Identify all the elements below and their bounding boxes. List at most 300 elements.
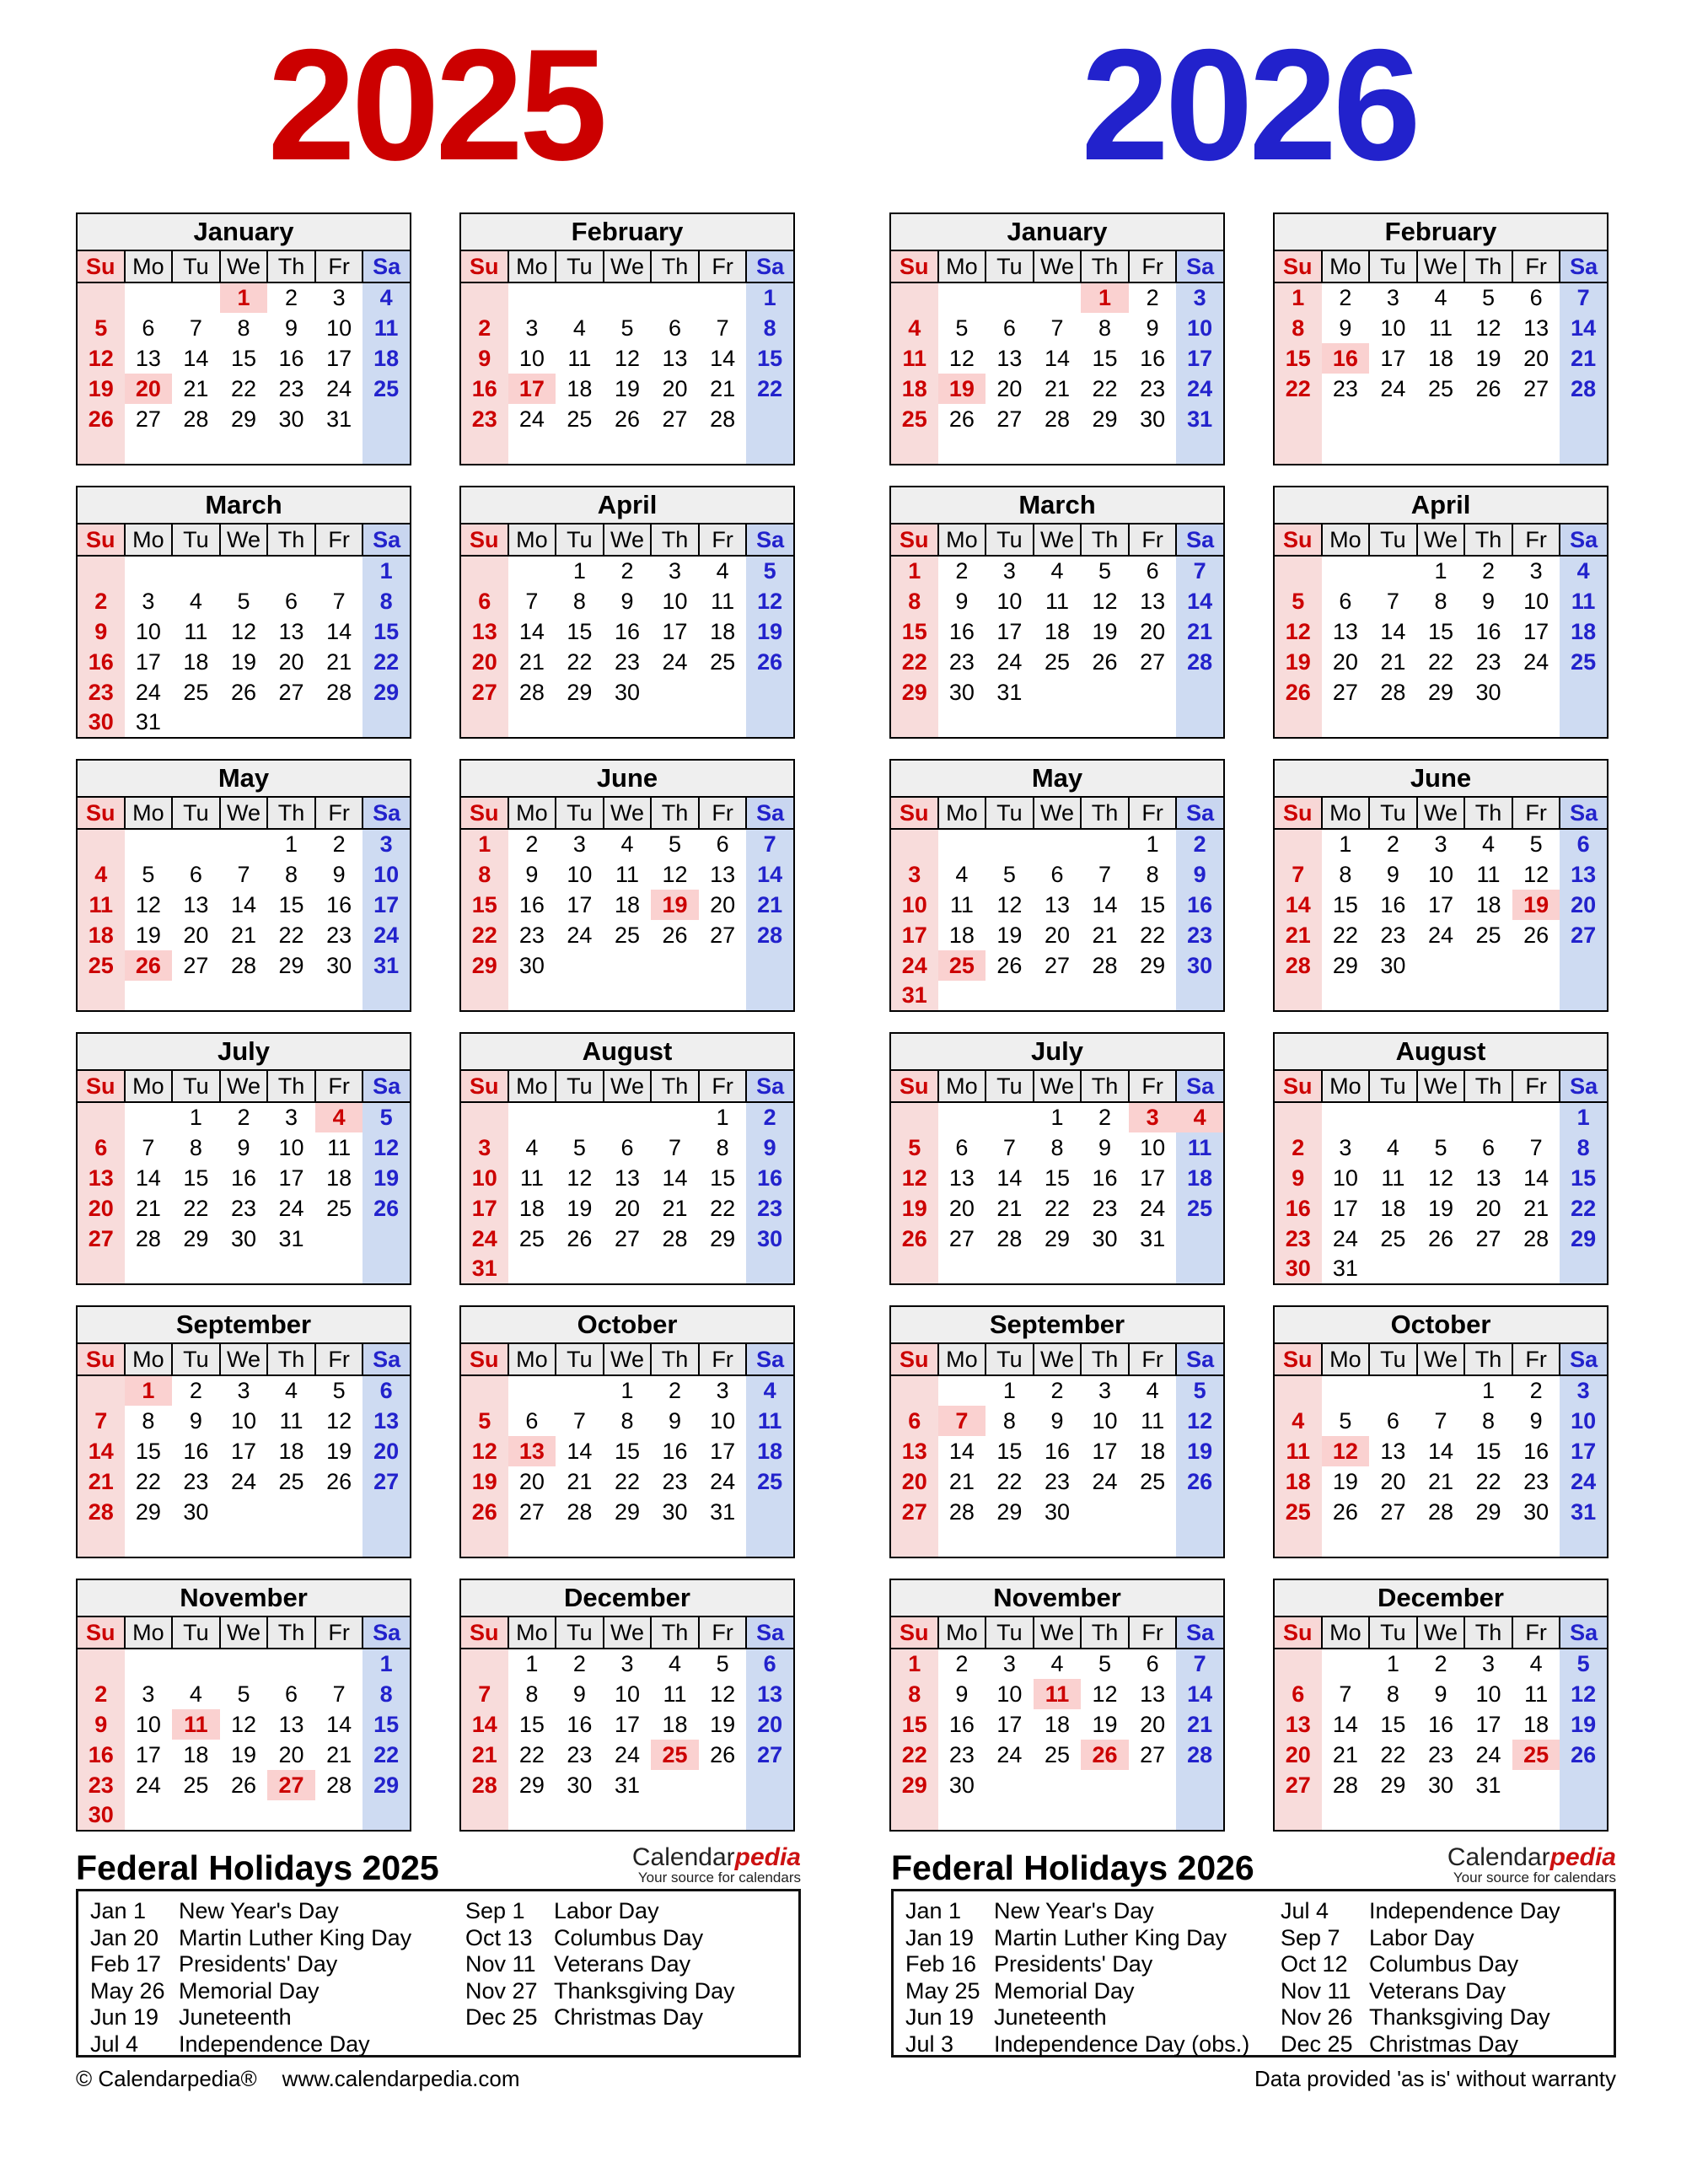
empty-cell <box>1274 434 1322 465</box>
empty-cell <box>172 434 220 465</box>
holiday-name: Independence Day <box>179 2031 370 2057</box>
date-cell: 29 <box>710 1225 736 1251</box>
date-cell: 11 <box>1524 1681 1549 1707</box>
dow-header-we: We <box>1034 524 1082 556</box>
month-title: October <box>1274 1306 1608 1343</box>
holiday-row <box>90 1898 465 1925</box>
date-cell: 6 <box>1339 588 1352 614</box>
date-cell: 1 <box>525 1651 539 1676</box>
date-cell: 25 <box>614 922 640 948</box>
date-cell: 2 <box>1482 558 1496 584</box>
date-cell: 30 <box>230 1225 256 1251</box>
empty-cell <box>172 556 220 586</box>
date-cell: 20 <box>460 647 508 677</box>
date-cell: 14 <box>1523 1165 1549 1191</box>
dow-header-sa: Sa <box>746 250 794 282</box>
date-cell: 23 <box>746 1193 794 1224</box>
date-cell: 14 <box>948 1438 975 1464</box>
empty-cell <box>1560 981 1608 1011</box>
empty-cell <box>1176 1770 1224 1800</box>
date-cell: 3 <box>1386 285 1399 310</box>
empty-cell <box>125 434 173 465</box>
date-cell: 22 <box>890 647 938 677</box>
dow-header-we: We <box>1417 1070 1465 1102</box>
date-cell: 7 <box>460 1679 508 1709</box>
date-cell: 14 <box>710 345 736 371</box>
date-cell: 20 <box>1274 1740 1322 1770</box>
date-cell: 8 <box>1339 861 1352 887</box>
holiday-date: Sep 1 <box>465 1898 525 1923</box>
dow-header-th: Th <box>1464 250 1512 282</box>
date-cell: 17 <box>363 890 411 920</box>
date-cell: 18 <box>890 374 938 404</box>
date-cell: 8 <box>363 586 411 616</box>
date-cell: 9 <box>1274 1163 1322 1193</box>
month-title: September <box>77 1306 411 1343</box>
year-title-2026: 2026 <box>1081 16 1417 193</box>
date-cell: 31 <box>1332 1256 1358 1281</box>
date-cell: 9 <box>1386 861 1399 887</box>
date-cell: 22 <box>996 1468 1023 1494</box>
empty-cell <box>1129 1770 1177 1800</box>
empty-cell <box>77 434 125 465</box>
dow-header-we: We <box>1417 797 1465 829</box>
date-cell: 25 <box>746 1466 794 1497</box>
dow-header-sa: Sa <box>1176 1616 1224 1649</box>
date-cell: 21 <box>135 1195 161 1221</box>
date-cell: 5 <box>332 1378 346 1403</box>
holiday-date-cell: 4 <box>1176 1102 1224 1132</box>
empty-cell <box>746 1254 794 1284</box>
dow-header-we: We <box>604 1616 652 1649</box>
holiday-date: Jan 20 <box>90 1924 159 1950</box>
empty-cell <box>220 1649 268 1679</box>
empty-cell <box>1129 981 1177 1011</box>
year-title-2025: 2025 <box>267 16 604 193</box>
date-cell: 29 <box>518 1772 545 1798</box>
date-cell: 30 <box>326 952 352 978</box>
empty-cell <box>1129 1527 1177 1557</box>
holiday-date: Jul 4 <box>90 2031 139 2057</box>
dow-header-th: Th <box>267 1070 315 1102</box>
empty-cell <box>1176 707 1224 738</box>
date-cell: 31 <box>996 679 1023 705</box>
date-cell: 7 <box>1002 1134 1016 1160</box>
dow-header-fr: Fr <box>1512 250 1560 282</box>
date-cell: 26 <box>1092 648 1118 675</box>
date-cell: 22 <box>1380 1741 1406 1767</box>
calendarpedia-logo <box>632 1844 801 1885</box>
date-cell: 2 <box>955 558 969 584</box>
empty-cell <box>1129 1254 1177 1284</box>
month-title: February <box>1274 213 1608 250</box>
date-cell: 14 <box>230 891 256 917</box>
date-cell: 7 <box>1274 859 1322 890</box>
date-cell: 18 <box>1523 1711 1549 1737</box>
empty-cell <box>699 1527 747 1557</box>
date-cell: 3 <box>142 1681 155 1707</box>
month-title: January <box>890 213 1224 250</box>
date-cell: 22 <box>890 1740 938 1770</box>
date-cell: 14 <box>662 1165 688 1191</box>
dow-header-we: We <box>220 1616 268 1649</box>
date-cell: 16 <box>1140 345 1166 371</box>
empty-cell <box>508 1800 556 1831</box>
date-cell: 20 <box>996 375 1023 401</box>
month-march-2025 <box>76 486 411 739</box>
date-cell: 12 <box>890 1163 938 1193</box>
empty-cell <box>1512 434 1560 465</box>
dow-header-th: Th <box>651 1070 699 1102</box>
empty-cell <box>938 829 986 859</box>
holiday-name: Columbus Day <box>554 1924 704 1950</box>
date-cell: 14 <box>77 1436 125 1466</box>
empty-cell <box>1464 1800 1512 1831</box>
date-cell: 5 <box>1098 1651 1112 1676</box>
date-cell: 18 <box>746 1436 794 1466</box>
date-cell: 18 <box>1560 616 1608 647</box>
dow-header-th: Th <box>1081 1343 1129 1375</box>
date-cell: 5 <box>669 831 682 857</box>
date-cell: 1 <box>363 1649 411 1679</box>
date-cell: 19 <box>77 374 125 404</box>
date-cell: 4 <box>1560 556 1608 586</box>
date-cell: 3 <box>716 1378 729 1403</box>
date-cell: 16 <box>1274 1193 1322 1224</box>
date-cell: 4 <box>716 558 729 584</box>
empty-cell <box>604 707 652 738</box>
date-cell: 15 <box>746 343 794 374</box>
date-cell: 1 <box>1339 831 1352 857</box>
date-cell: 1 <box>189 1105 202 1130</box>
date-cell: 3 <box>332 285 346 310</box>
date-cell: 10 <box>1560 1406 1608 1436</box>
date-cell: 18 <box>1140 1438 1166 1464</box>
empty-cell <box>890 1254 938 1284</box>
holiday-row <box>1281 1925 1614 1952</box>
date-cell: 2 <box>1098 1105 1112 1130</box>
empty-cell <box>986 1254 1034 1284</box>
date-cell: 23 <box>948 1741 975 1767</box>
date-cell: 19 <box>1475 345 1501 371</box>
federal-holidays-2025-section <box>76 1838 801 2058</box>
date-cell: 4 <box>572 315 586 341</box>
date-cell: 29 <box>567 679 593 705</box>
month-may-2025 <box>76 759 411 1012</box>
footer-copyright <box>76 2066 519 2092</box>
empty-cell <box>1417 707 1465 738</box>
date-cell: 15 <box>518 1711 545 1737</box>
date-cell: 2 <box>620 558 634 584</box>
dow-header-sa: Sa <box>1560 250 1608 282</box>
date-cell: 31 <box>614 1772 640 1798</box>
date-cell: 1 <box>363 556 411 586</box>
date-cell: 17 <box>1140 1165 1166 1191</box>
month-june-2026 <box>1273 759 1608 1012</box>
empty-cell <box>938 1102 986 1132</box>
date-cell: 25 <box>278 1468 304 1494</box>
date-cell: 2 <box>525 831 539 857</box>
date-cell: 20 <box>278 1741 304 1767</box>
holiday-name: Christmas Day <box>1369 2031 1519 2057</box>
date-cell: 28 <box>1274 950 1322 981</box>
date-cell: 30 <box>662 1498 688 1525</box>
empty-cell <box>77 282 125 313</box>
date-cell: 10 <box>278 1134 304 1160</box>
date-cell: 20 <box>746 1709 794 1740</box>
date-cell: 22 <box>183 1195 209 1221</box>
dow-header-su: Su <box>890 250 938 282</box>
date-cell: 6 <box>142 315 155 341</box>
dow-header-we: We <box>220 1343 268 1375</box>
month-june-2025 <box>459 759 795 1012</box>
date-cell: 26 <box>326 1468 352 1494</box>
date-cell: 12 <box>230 618 256 644</box>
date-cell: 25 <box>183 1772 209 1798</box>
empty-cell <box>363 404 411 434</box>
month-title: August <box>1274 1033 1608 1070</box>
date-cell: 15 <box>363 1709 411 1740</box>
holiday-date-cell: 27 <box>267 1770 315 1800</box>
date-cell: 31 <box>135 709 161 734</box>
date-cell: 11 <box>1176 1132 1224 1163</box>
empty-cell <box>1464 707 1512 738</box>
empty-cell <box>460 1527 508 1557</box>
date-cell: 27 <box>662 406 688 432</box>
empty-cell <box>77 981 125 1011</box>
date-cell: 3 <box>572 831 586 857</box>
calendar-grid-2026 <box>889 212 1608 1832</box>
date-cell: 30 <box>1044 1498 1070 1525</box>
empty-cell <box>1560 707 1608 738</box>
holiday-row <box>90 1978 465 2005</box>
month-august-2025 <box>459 1032 795 1285</box>
date-cell: 30 <box>948 679 975 705</box>
dow-header-sa: Sa <box>363 797 411 829</box>
holiday-name: Columbus Day <box>1369 1951 1519 1977</box>
date-cell: 25 <box>1560 647 1608 677</box>
month-july-2025 <box>76 1032 411 1285</box>
date-cell: 26 <box>1274 677 1322 707</box>
empty-cell <box>1369 707 1417 738</box>
empty-cell <box>267 556 315 586</box>
date-cell: 25 <box>363 374 411 404</box>
date-cell: 22 <box>1427 648 1453 675</box>
dow-header-we: We <box>1417 1616 1465 1649</box>
date-cell: 15 <box>1560 1163 1608 1193</box>
date-cell: 14 <box>567 1438 593 1464</box>
date-cell: 29 <box>1140 952 1166 978</box>
date-cell: 9 <box>285 315 298 341</box>
date-cell: 23 <box>1092 1195 1118 1221</box>
date-cell: 31 <box>1176 404 1224 434</box>
empty-cell <box>1560 1770 1608 1800</box>
month-title: June <box>460 760 794 797</box>
dow-header-th: Th <box>267 524 315 556</box>
dow-header-tu: Tu <box>556 524 604 556</box>
date-cell: 25 <box>890 404 938 434</box>
date-cell: 21 <box>662 1195 688 1221</box>
holiday-date-cell: 16 <box>1322 343 1370 374</box>
date-cell: 18 <box>1176 1163 1224 1193</box>
date-cell: 13 <box>1332 618 1358 644</box>
dow-header-tu: Tu <box>1369 524 1417 556</box>
dow-header-mo: Mo <box>508 1070 556 1102</box>
logo-wordmark <box>1447 1844 1616 1871</box>
date-cell: 24 <box>567 922 593 948</box>
holiday-name: New Year's Day <box>994 1898 1154 1923</box>
date-cell: 6 <box>746 1649 794 1679</box>
date-cell: 8 <box>237 315 250 341</box>
date-cell: 18 <box>183 648 209 675</box>
date-cell: 20 <box>363 1436 411 1466</box>
empty-cell <box>1417 434 1465 465</box>
dow-header-fr: Fr <box>1512 1616 1560 1649</box>
date-cell: 20 <box>1475 1195 1501 1221</box>
dow-header-su: Su <box>460 250 508 282</box>
dow-header-su: Su <box>1274 1343 1322 1375</box>
month-april-2026 <box>1273 486 1608 739</box>
date-cell: 27 <box>518 1498 545 1525</box>
empty-cell <box>1274 829 1322 859</box>
empty-cell <box>890 1800 938 1831</box>
date-cell: 24 <box>710 1468 736 1494</box>
date-cell: 5 <box>460 1406 508 1436</box>
month-title: October <box>460 1306 794 1343</box>
holiday-date-cell: 11 <box>172 1709 220 1740</box>
empty-cell <box>125 1800 173 1831</box>
dow-header-tu: Tu <box>172 1070 220 1102</box>
holiday-date-cell: 26 <box>1081 1740 1129 1770</box>
date-cell: 17 <box>1523 618 1549 644</box>
date-cell: 11 <box>77 890 125 920</box>
month-february-2026 <box>1273 212 1608 465</box>
holiday-name: Memorial Day <box>994 1977 1135 2004</box>
date-cell: 30 <box>1274 1254 1322 1284</box>
date-cell: 14 <box>460 1709 508 1740</box>
dow-header-mo: Mo <box>508 1343 556 1375</box>
holiday-date-cell: 12 <box>1322 1436 1370 1466</box>
date-cell: 29 <box>183 1225 209 1251</box>
date-cell: 11 <box>1381 1165 1405 1191</box>
date-cell: 18 <box>77 920 125 950</box>
empty-cell <box>460 1649 508 1679</box>
date-cell: 7 <box>572 1407 586 1434</box>
date-cell: 18 <box>326 1165 352 1191</box>
date-cell: 2 <box>285 285 298 310</box>
date-cell: 31 <box>710 1498 736 1525</box>
date-cell: 11 <box>279 1407 303 1434</box>
holiday-date-cell: 19 <box>651 890 699 920</box>
date-cell: 24 <box>326 375 352 401</box>
page-footer <box>76 2066 1616 2092</box>
empty-cell <box>1369 1527 1417 1557</box>
date-cell: 26 <box>1176 1466 1224 1497</box>
empty-cell <box>1034 1254 1082 1284</box>
dow-header-tu: Tu <box>1369 1616 1417 1649</box>
date-cell: 11 <box>519 1165 544 1191</box>
date-cell: 12 <box>710 1681 736 1707</box>
date-cell: 15 <box>460 890 508 920</box>
date-cell: 19 <box>363 1163 411 1193</box>
month-april-2025 <box>459 486 795 739</box>
dow-header-th: Th <box>651 797 699 829</box>
holiday-date: Nov 27 <box>465 1977 538 2004</box>
date-cell: 25 <box>518 1225 545 1251</box>
empty-cell <box>1034 1800 1082 1831</box>
date-cell: 16 <box>662 1438 688 1464</box>
empty-cell <box>1464 981 1512 1011</box>
date-cell: 7 <box>716 315 729 341</box>
empty-cell <box>746 981 794 1011</box>
date-cell: 18 <box>1380 1195 1406 1221</box>
date-cell: 27 <box>710 922 736 948</box>
empty-cell <box>1034 282 1082 313</box>
empty-cell <box>1129 1497 1177 1527</box>
date-cell: 21 <box>1092 922 1118 948</box>
date-cell: 10 <box>1176 313 1224 343</box>
holiday-date: Feb 16 <box>905 1951 977 1977</box>
holiday-name: Martin Luther King Day <box>994 1924 1227 1950</box>
date-cell: 7 <box>1529 1134 1543 1160</box>
date-cell: 23 <box>567 1741 593 1767</box>
date-cell: 23 <box>77 677 125 707</box>
date-cell: 17 <box>1332 1195 1358 1221</box>
date-cell: 14 <box>518 618 545 644</box>
empty-cell <box>460 282 508 313</box>
empty-cell <box>508 1102 556 1132</box>
date-cell: 1 <box>1050 1105 1064 1130</box>
date-cell: 21 <box>996 1195 1023 1221</box>
date-cell: 28 <box>746 920 794 950</box>
holiday-name: Thanksgiving Day <box>1369 2004 1550 2030</box>
date-cell: 29 <box>1380 1772 1406 1798</box>
dow-header-su: Su <box>77 524 125 556</box>
date-cell: 16 <box>460 374 508 404</box>
empty-cell <box>1417 404 1465 434</box>
holiday-row <box>905 1898 1281 1925</box>
dow-header-tu: Tu <box>556 1343 604 1375</box>
date-cell: 23 <box>326 922 352 948</box>
empty-cell <box>1417 1375 1465 1406</box>
date-cell: 16 <box>1092 1165 1118 1191</box>
date-cell: 6 <box>285 1681 298 1707</box>
date-cell: 6 <box>363 1375 411 1406</box>
date-cell: 15 <box>1092 345 1118 371</box>
date-cell: 12 <box>1092 588 1118 614</box>
date-cell: 19 <box>1332 1468 1358 1494</box>
empty-cell <box>604 282 652 313</box>
date-cell: 10 <box>1427 861 1453 887</box>
date-cell: 6 <box>620 1134 634 1160</box>
empty-cell <box>1274 1800 1322 1831</box>
dow-header-su: Su <box>460 1070 508 1102</box>
date-cell: 21 <box>567 1468 593 1494</box>
date-cell: 2 <box>77 586 125 616</box>
date-cell: 8 <box>1050 1134 1064 1160</box>
date-cell: 28 <box>1560 374 1608 404</box>
holiday-name: Independence Day <box>1369 1898 1560 1923</box>
date-cell: 30 <box>183 1498 209 1525</box>
date-cell: 28 <box>662 1225 688 1251</box>
empty-cell <box>1034 707 1082 738</box>
dow-header-fr: Fr <box>1512 524 1560 556</box>
empty-cell <box>938 707 986 738</box>
date-cell: 7 <box>1050 315 1064 341</box>
date-cell: 24 <box>1092 1468 1118 1494</box>
date-cell: 13 <box>1140 588 1166 614</box>
dow-header-su: Su <box>1274 1616 1322 1649</box>
